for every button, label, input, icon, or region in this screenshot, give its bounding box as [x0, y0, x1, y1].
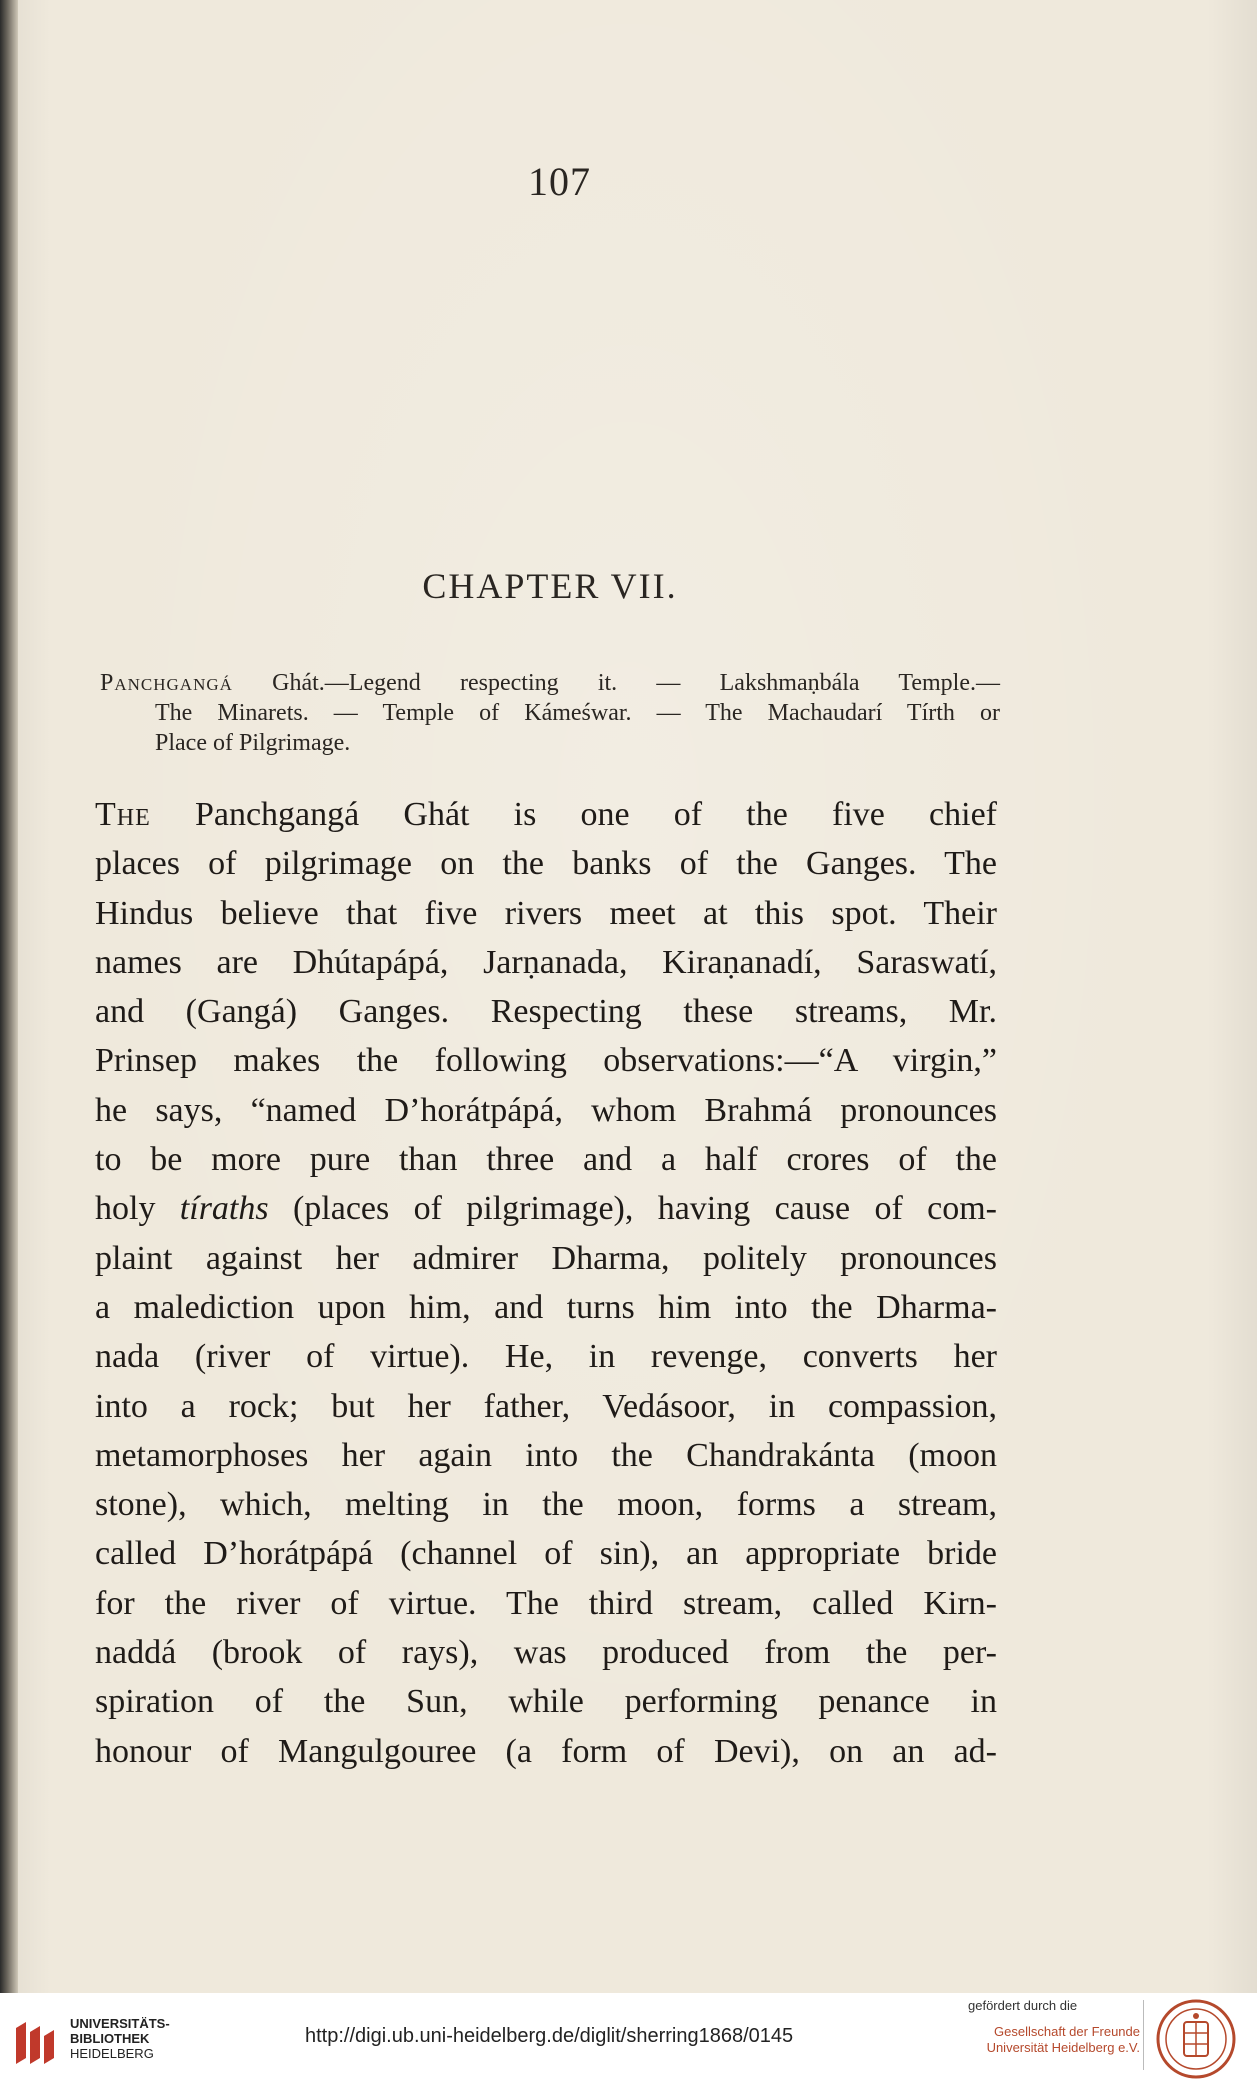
- library-name-line: UNIVERSITÄTS-: [70, 2016, 170, 2031]
- library-name: [70, 2016, 170, 2061]
- body-line: naddá (brook of rays), was produced from the per-: [95, 1634, 997, 1672]
- summary-lead: Panchgangá: [100, 670, 233, 696]
- body-line: he says, “named D’horátpápá, whom Brahmá pronounces: [95, 1091, 997, 1129]
- body-line-text: Panchgangá Ghát is one of the five chief: [150, 796, 997, 833]
- sponsor-label: gefördert durch die: [968, 1998, 1078, 2013]
- body-line: a malediction upon him, and turns him into the Dharma-: [95, 1288, 997, 1326]
- body-line: plaint against her admirer Dharma, politely pronounces: [95, 1239, 997, 1277]
- page-number: 107: [528, 159, 591, 204]
- body-line: metamorphoses her again into the Chandrakánta (moon: [95, 1436, 997, 1474]
- body-line: spiration of the Sun, while performing penance in: [95, 1683, 997, 1721]
- body-line: Hindus believe that five rivers meet at this spot. Their: [95, 894, 997, 932]
- summary-line: Place of Pilgrimage.: [155, 730, 351, 756]
- sponsor-divider: [1143, 2000, 1144, 2070]
- summary-line: [100, 668, 1000, 698]
- permalink-url[interactable]: http://digi.ub.uni-heidelberg.de/diglit/sherring1868/0145: [305, 2025, 794, 2047]
- summary-line-text: Ghát.—Legend respecting it. — Lakshmaṇbála Temple.—: [232, 670, 1000, 696]
- italic-term: tíraths: [179, 1190, 269, 1228]
- body-lead-word: The: [95, 796, 151, 833]
- body-line: Prinsep makes the following observations:—“A virgin,”: [95, 1042, 997, 1080]
- body-line: honour of Mangulgouree (a form of Devi), on an ad-: [95, 1732, 997, 1770]
- body-line: and (Gangá) Ganges. Respecting these streams, Mr.: [95, 993, 997, 1031]
- body-line: [95, 790, 997, 839]
- chapter-summary: [100, 668, 1000, 758]
- sponsor-block: [968, 1998, 1140, 2056]
- body-line: nada (river of virtue). He, in revenge, converts her: [95, 1338, 997, 1376]
- body-line: into a rock; but her father, Vedásoor, in compassion,: [95, 1387, 997, 1425]
- sponsor-name-line: Gesellschaft der Freunde: [994, 2024, 1140, 2039]
- body-line: [95, 1184, 997, 1233]
- university-seal-icon: [1155, 1998, 1237, 2080]
- body-line-text: (places of pilgrimage), having cause of com-: [268, 1190, 997, 1228]
- library-name-line: HEIDELBERG: [70, 2046, 154, 2061]
- body-line-text: holy: [95, 1190, 180, 1228]
- book-spine-shadow: [0, 0, 18, 1993]
- summary-line: The Minarets. — Temple of Kámeśwar. — The Machaudarí Tírth or: [155, 700, 1000, 726]
- ub-heidelberg-logo-icon: [12, 2018, 56, 2068]
- body-line: called D’horátpápá (channel of sin), an appropriate bride: [95, 1535, 997, 1573]
- body-line: to be more pure than three and a half crores of the: [95, 1141, 997, 1179]
- chapter-title: CHAPTER VII.: [422, 566, 678, 606]
- library-name-line: BIBLIOTHEK: [70, 2031, 150, 2046]
- body-line: stone), which, melting in the moon, forms a stream,: [95, 1486, 997, 1524]
- sponsor-name-line: Universität Heidelberg e.V.: [986, 2040, 1140, 2055]
- body-text: [95, 790, 997, 1776]
- body-line: places of pilgrimage on the banks of the Ganges. The: [95, 845, 997, 883]
- body-line: names are Dhútapápá, Jarṇanada, Kiraṇanadí, Saraswatí,: [95, 943, 997, 981]
- body-line: for the river of virtue. The third stream, called Kirn-: [95, 1584, 997, 1622]
